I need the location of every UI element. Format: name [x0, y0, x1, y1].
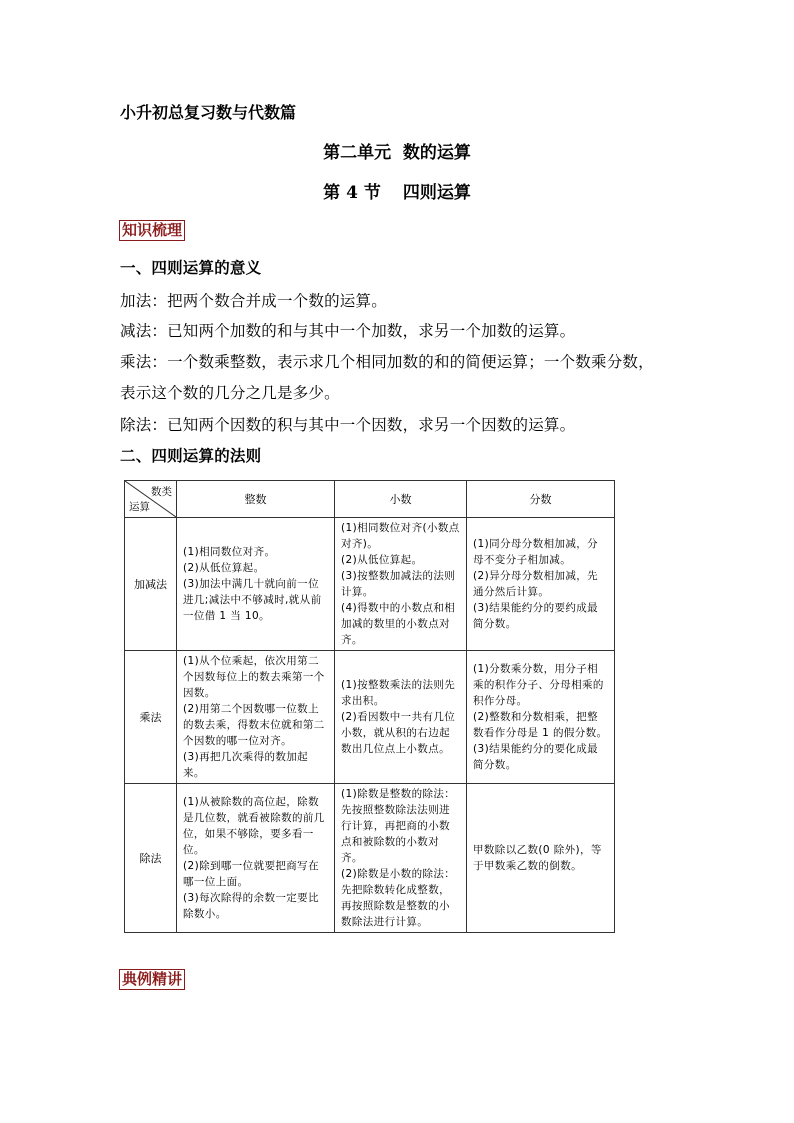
corner-bottom-label: 运算	[129, 501, 150, 513]
rule-line: (2)除数是小数的除法：先把除数转化成整数，再按照除数是整数的小数除法进行计算。	[341, 868, 456, 928]
column-header-integer: 整数	[177, 481, 335, 518]
rule-line: (3)结果能约分的要化成最简分数。	[473, 743, 599, 771]
rule-line: (1)除数是整数的除法：先按照整数除法法则进行计算，再把商的小数点和被除数的小数对齐。	[341, 788, 456, 864]
cell-fraction	[467, 784, 615, 933]
multiplication-line-2: 表示这个数的几分之几是多少。	[120, 384, 340, 402]
rule-line: (1)分数乘分数，用分子相乘的积作分子、分母相乘的积作分母。	[473, 663, 604, 707]
rule-line: (3)按整数加减法的法则计算。	[341, 570, 456, 598]
section-name: 四则运算	[402, 183, 471, 203]
rule-line: (1)同分母分数相加减，分母不变分子相加减。	[473, 538, 599, 566]
cell-decimal	[335, 651, 467, 784]
rule-line: (3)结果能约分的要约成最简分数。	[473, 602, 599, 630]
section-title	[0, 178, 794, 203]
document-title: 小升初总复习数与代数篇	[120, 103, 297, 122]
table-row-divide	[125, 784, 615, 933]
rule-line: (1)从个位乘起，依次用第二个因数每位上的数去乘第一个因数。	[183, 655, 325, 699]
rule-line: (4)得数中的小数点和相加减的数里的小数点对齐。	[341, 602, 456, 646]
rules-table	[124, 480, 614, 928]
division-definition: 除法：已知两个因数的积与其中一个因数，求另一个因数的运算。	[120, 416, 576, 434]
section-number: 第 4 节	[323, 183, 381, 203]
cell-fraction	[467, 518, 615, 651]
rule-line: (2)用第二个因数哪一位数上的数去乘，得数末位就和第二个因数的哪一位对齐。	[183, 703, 325, 747]
examples-badge: 典例精讲	[119, 969, 185, 990]
rule-line: (2)整数和分数相乘，把整数看作分母是 1 的假分数。	[473, 711, 608, 739]
rule-line: (2)异分母分数相加减，先通分然后计算。	[473, 570, 599, 598]
column-header-decimal: 小数	[335, 481, 467, 518]
cell-fraction	[467, 651, 615, 784]
knowledge-badge: 知识梳理	[119, 220, 185, 241]
unit-title: 第二单元 数的运算	[323, 143, 471, 163]
row-label: 乘法	[125, 651, 177, 784]
rule-line: (1)相同数位对齐。	[183, 546, 276, 558]
rule-line: (2)从低位算起。	[183, 562, 265, 574]
row-label: 加减法	[125, 518, 177, 651]
rule-line: 甲数除以乙数(0 除外)，等于甲数乘乙数的倒数。	[473, 844, 602, 872]
multiplication-definition	[120, 351, 680, 404]
corner-top-label: 数类	[151, 486, 172, 498]
rule-line: (3)加法中满几十就向前一位进几;减法中不够减时,就从前一位借 1 当 10。	[183, 578, 322, 622]
subtraction-definition: 减法：已知两个加数的和与其中一个加数，求另一个加数的运算。	[120, 322, 576, 340]
table-row-multiply	[125, 651, 615, 784]
rule-line: (1)按整数乘法的法则先求出积。	[341, 679, 456, 707]
multiplication-line-1: 乘法：一个数乘整数，表示求几个相同加数的和的简便运算；一个数乘分数，	[120, 353, 654, 371]
row-label: 除法	[125, 784, 177, 933]
cell-integer	[177, 784, 335, 933]
cell-decimal	[335, 518, 467, 651]
rule-line: (2)从低位算起。	[341, 554, 423, 566]
cell-integer	[177, 651, 335, 784]
cell-decimal	[335, 784, 467, 933]
table-corner-cell	[125, 481, 177, 518]
rule-line: (3)再把几次乘得的数加起来。	[183, 751, 309, 779]
column-header-fraction: 分数	[467, 481, 615, 518]
table-header-row	[125, 481, 615, 518]
heading-meaning: 一、四则运算的意义	[120, 258, 262, 277]
rule-line: (1)从被除数的高位起，除数是几位数，就看被除数的前几位，如果不够除，要多看一位。	[183, 796, 325, 856]
addition-definition: 加法：把两个数合并成一个数的运算。	[120, 292, 387, 310]
rule-line: (2)看因数中一共有几位小数，就从积的右边起数出几位点上小数点。	[341, 711, 456, 755]
cell-integer	[177, 518, 335, 651]
rule-line: (3)每次除得的余数一定要比除数小。	[183, 892, 319, 920]
table-row-addsub	[125, 518, 615, 651]
heading-rules: 二、四则运算的法则	[120, 446, 262, 465]
rule-line: (2)除到哪一位就要把商写在哪一位上面。	[183, 860, 319, 888]
rule-line: (1)相同数位对齐(小数点对齐)。	[341, 522, 460, 550]
